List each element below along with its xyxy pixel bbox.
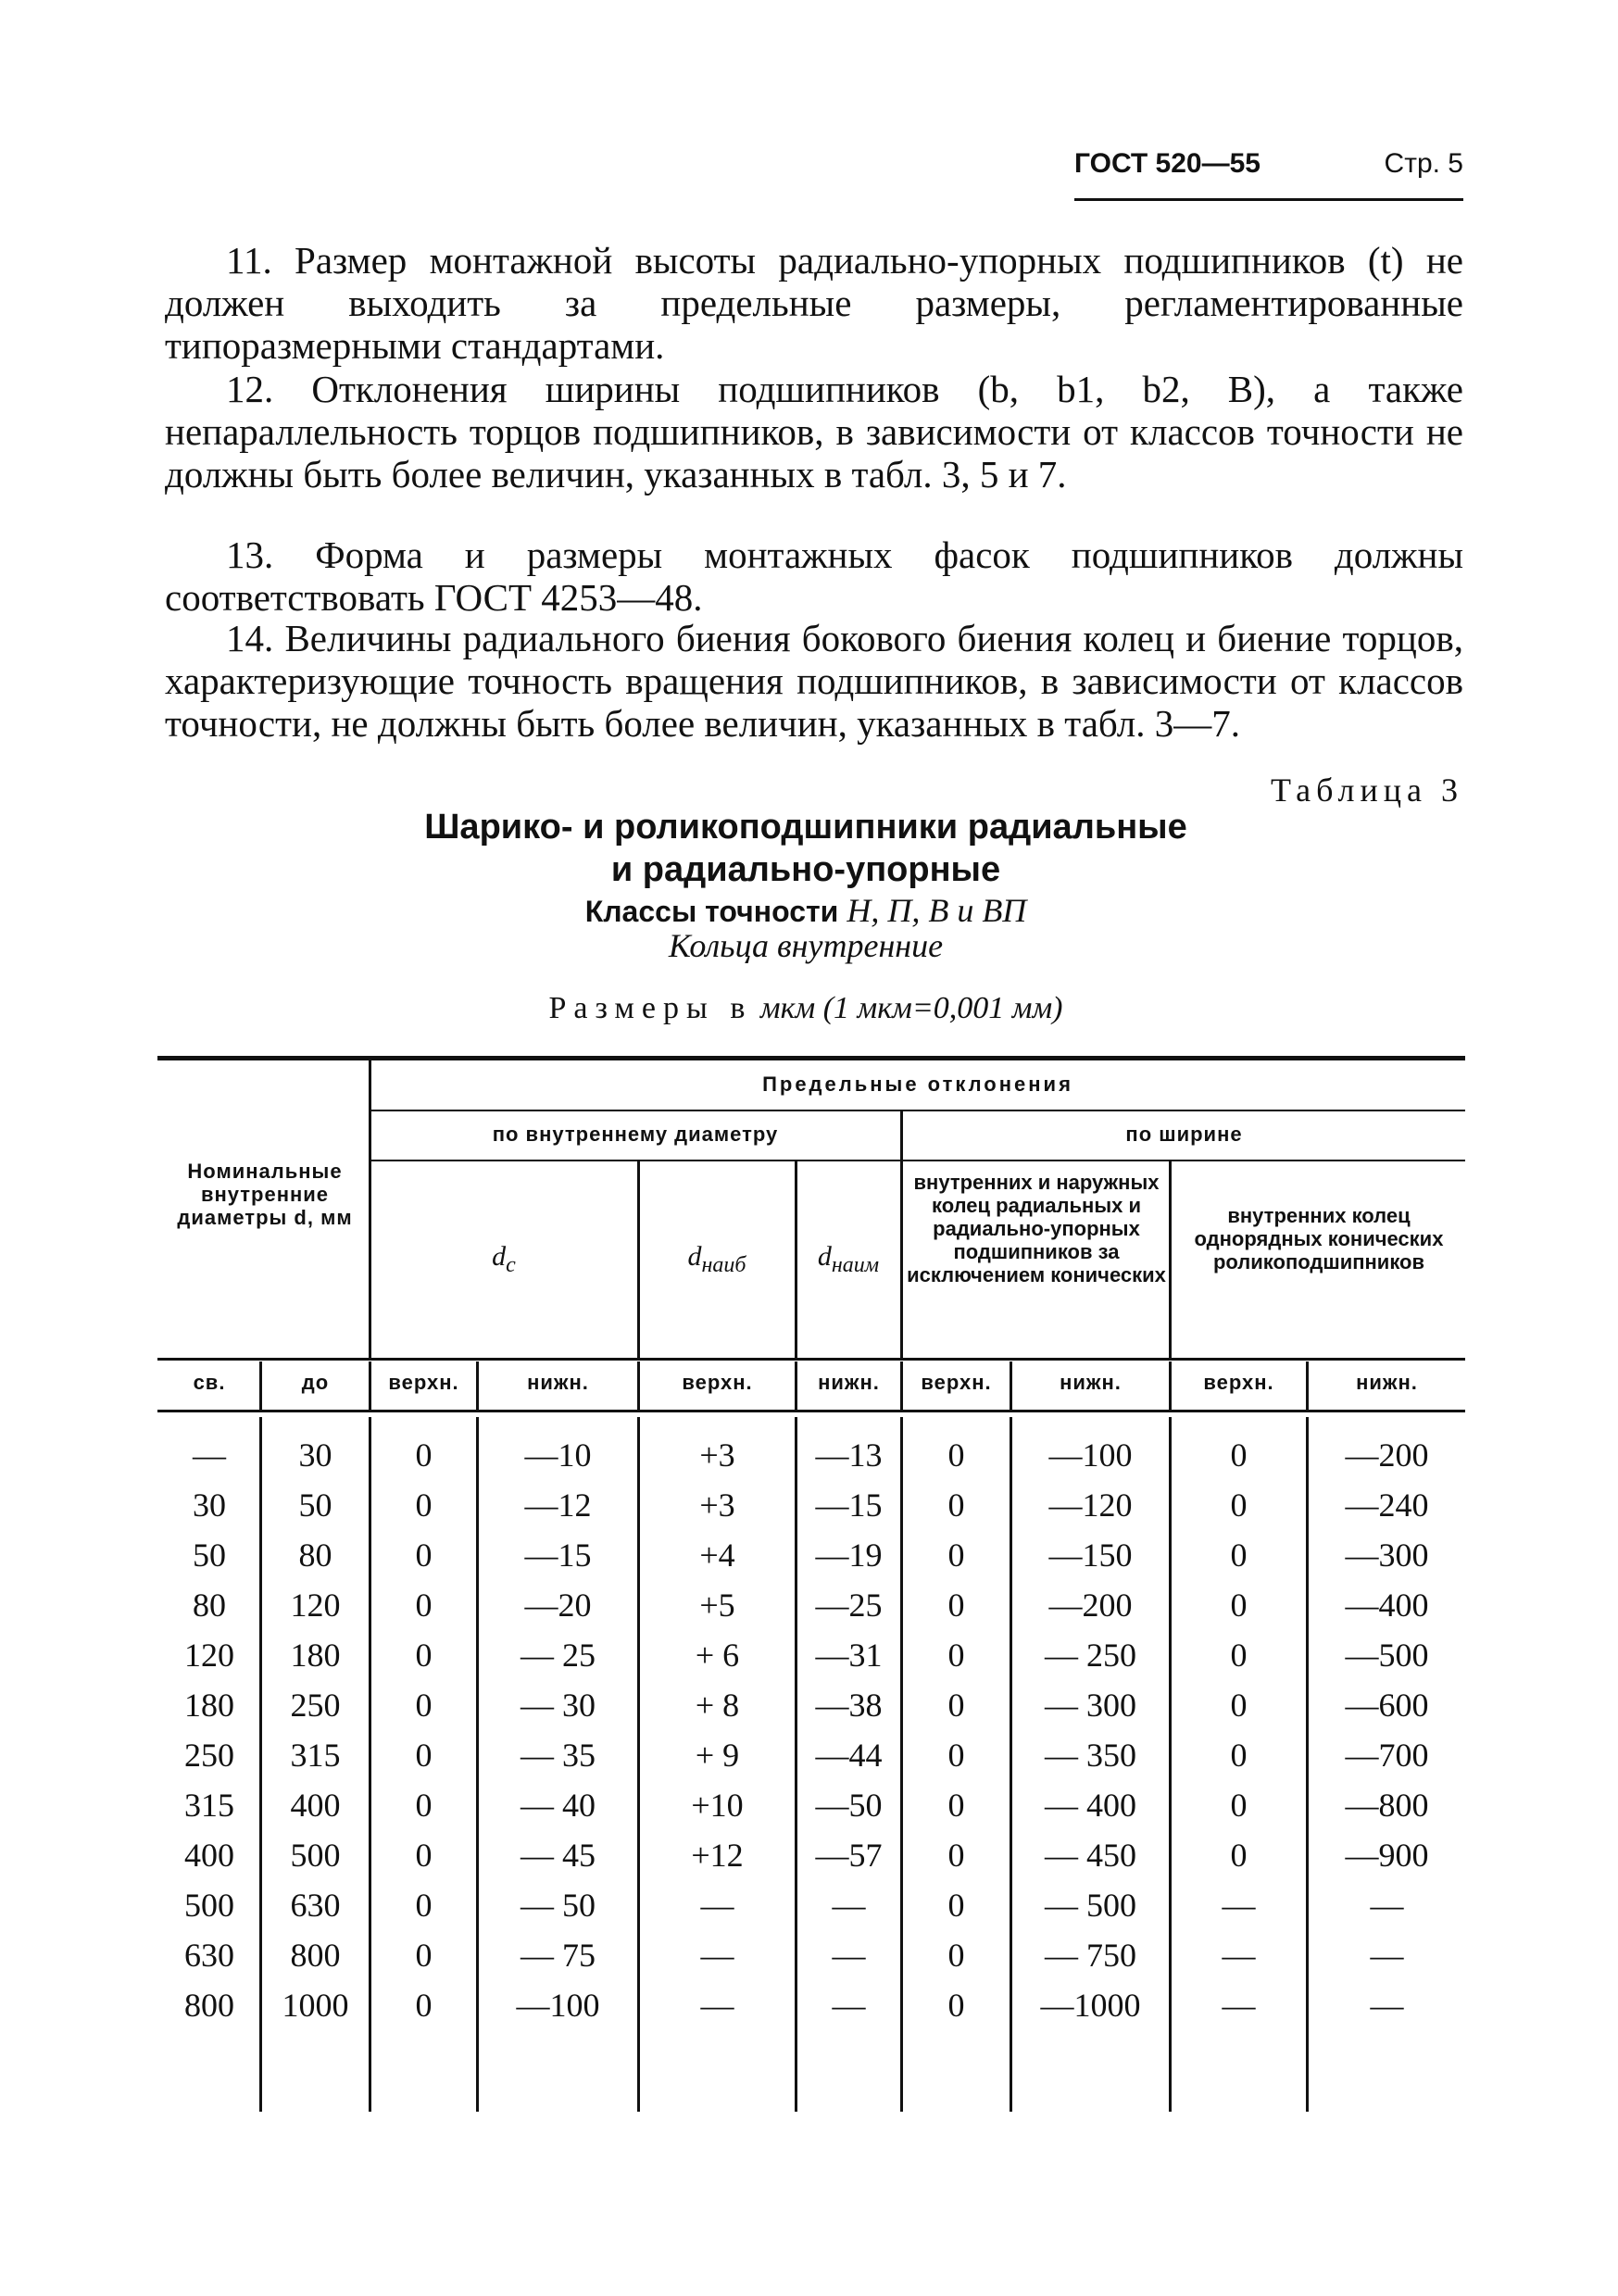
cell-conical-upper: — bbox=[1222, 1887, 1256, 1924]
cell-d-max: — bbox=[700, 1987, 734, 2024]
cell-conical-lower: —240 bbox=[1345, 1487, 1429, 1524]
cell-width-upper: 0 bbox=[947, 1787, 965, 1824]
cell-width-lower: — 250 bbox=[1045, 1637, 1136, 1674]
cell-conical-upper: — bbox=[1222, 1987, 1256, 2024]
cell-to: 500 bbox=[290, 1837, 341, 1874]
cell-width-lower: —1000 bbox=[1040, 1987, 1141, 2024]
header-nominal-diameters: Номинальные внутренние диаметры d, мм bbox=[177, 1160, 353, 1229]
table-row bbox=[0, 1934, 1618, 1976]
cell-d-min: — bbox=[832, 1937, 866, 1974]
cell-d-max: +3 bbox=[699, 1487, 735, 1524]
cell-to: 630 bbox=[290, 1887, 341, 1924]
cell-dc-upper: 0 bbox=[415, 1637, 433, 1674]
cell-over: 250 bbox=[184, 1737, 234, 1774]
cell-over: 630 bbox=[184, 1937, 234, 1974]
table-row bbox=[0, 1984, 1618, 2026]
cell-over: 30 bbox=[193, 1487, 226, 1524]
cell-d-max: +3 bbox=[699, 1437, 735, 1474]
cell-dc-upper: 0 bbox=[415, 1837, 433, 1874]
cell-d-min: — bbox=[832, 1987, 866, 2024]
cell-dc-upper: 0 bbox=[415, 1987, 433, 2024]
cell-over: 180 bbox=[184, 1687, 234, 1724]
cell-dc-upper: 0 bbox=[415, 1887, 433, 1924]
header-d-min: $d_{наим}$ bbox=[817, 1241, 880, 1277]
cell-conical-lower: —700 bbox=[1345, 1737, 1429, 1774]
cell-over: 400 bbox=[184, 1837, 234, 1874]
table-number: Таблица 3 bbox=[1271, 772, 1463, 809]
cell-conical-lower: — bbox=[1370, 1937, 1404, 1974]
paragraph-11: 11. Размер монтажной высоты радиально-упорных подшипников (t) не должен выходить за предельные размеры, регламентированные типоразмерными стандартами. bbox=[165, 239, 1463, 367]
cell-to: 50 bbox=[298, 1487, 332, 1524]
cell-conical-lower: —200 bbox=[1345, 1437, 1429, 1474]
divider bbox=[1169, 1161, 1172, 1359]
cell-width-upper: 0 bbox=[947, 1837, 965, 1874]
header-by-width: по ширине bbox=[1125, 1123, 1243, 1146]
cell-d-max: — bbox=[700, 1937, 734, 1974]
cell-dc-lower: —20 bbox=[524, 1587, 592, 1624]
cell-to: 120 bbox=[290, 1587, 341, 1624]
cell-dc-lower: —100 bbox=[516, 1987, 600, 2024]
cell-dc-upper: 0 bbox=[415, 1487, 433, 1524]
header-lower: нижн. bbox=[818, 1371, 880, 1394]
cell-width-lower: —100 bbox=[1048, 1437, 1133, 1474]
table-row bbox=[0, 1784, 1618, 1826]
units-caption bbox=[278, 991, 1334, 1026]
cell-width-upper: 0 bbox=[947, 1987, 965, 2024]
table-row bbox=[0, 1884, 1618, 1926]
rings-caption: Кольца внутренние bbox=[668, 927, 944, 964]
cell-conical-lower: —600 bbox=[1345, 1687, 1429, 1724]
cell-width-upper: 0 bbox=[947, 1887, 965, 1924]
cell-conical-upper: 0 bbox=[1230, 1537, 1248, 1574]
cell-dc-upper: 0 bbox=[415, 1537, 433, 1574]
table-row bbox=[0, 1834, 1618, 1876]
cell-conical-upper: 0 bbox=[1230, 1787, 1248, 1824]
cell-dc-lower: —15 bbox=[524, 1537, 592, 1574]
cell-d-max: + 8 bbox=[695, 1687, 740, 1724]
cell-dc-upper: 0 bbox=[415, 1737, 433, 1774]
cell-d-min: —25 bbox=[815, 1587, 883, 1624]
cell-width-upper: 0 bbox=[947, 1687, 965, 1724]
cell-dc-lower: — 45 bbox=[521, 1837, 596, 1874]
cell-width-lower: — 350 bbox=[1045, 1737, 1136, 1774]
cell-d-max: +4 bbox=[699, 1537, 735, 1574]
cell-dc-upper: 0 bbox=[415, 1437, 433, 1474]
header-dc: $d_c$ bbox=[492, 1241, 516, 1277]
header-width-radial: внутренних и наружных колец радиальных и радиально-упорных подшипников за исключением конических bbox=[907, 1171, 1166, 1286]
cell-d-max: +10 bbox=[691, 1787, 744, 1824]
cell-dc-lower: — 35 bbox=[521, 1737, 596, 1774]
cell-width-lower: — 400 bbox=[1045, 1787, 1136, 1824]
cell-conical-lower: — bbox=[1370, 1987, 1404, 2024]
cell-width-lower: — 450 bbox=[1045, 1837, 1136, 1874]
table-top-rule bbox=[157, 1056, 1465, 1060]
header-upper: верхн. bbox=[682, 1371, 753, 1394]
precision-classes-label: Классы точности bbox=[584, 895, 839, 928]
cell-width-lower: —150 bbox=[1048, 1537, 1133, 1574]
header-to: до bbox=[301, 1371, 330, 1394]
cell-width-upper: 0 bbox=[947, 1937, 965, 1974]
header-limit-deviations: Предельные отклонения bbox=[762, 1073, 1073, 1096]
cell-conical-lower: —300 bbox=[1345, 1537, 1429, 1574]
page-number: Стр. 5 bbox=[1384, 148, 1463, 179]
cell-d-max: +12 bbox=[691, 1837, 744, 1874]
units-value: мкм (1 мкм=0,001 мм) bbox=[759, 991, 1063, 1025]
rule-under-subheader bbox=[157, 1410, 1465, 1412]
cell-width-upper: 0 bbox=[947, 1587, 965, 1624]
cell-over: 50 bbox=[193, 1537, 226, 1574]
header-lower: нижн. bbox=[1060, 1371, 1122, 1394]
table-title-line1: Шарико- и роликоподшипники радиальные bbox=[424, 808, 1187, 847]
cell-dc-lower: —12 bbox=[524, 1487, 592, 1524]
cell-dc-upper: 0 bbox=[415, 1937, 433, 1974]
cell-d-max: — bbox=[700, 1887, 734, 1924]
cell-width-upper: 0 bbox=[947, 1537, 965, 1574]
cell-d-min: — bbox=[832, 1887, 866, 1924]
header-lower: нижн. bbox=[1356, 1371, 1418, 1394]
table-row bbox=[0, 1734, 1618, 1776]
cell-dc-lower: —10 bbox=[524, 1437, 592, 1474]
divider bbox=[369, 1060, 371, 1359]
cell-dc-lower: — 30 bbox=[521, 1687, 596, 1724]
table-row bbox=[0, 1434, 1618, 1476]
cell-dc-lower: — 40 bbox=[521, 1787, 596, 1824]
standard-number: ГОСТ 520—55 bbox=[1074, 148, 1261, 179]
cell-to: 400 bbox=[290, 1787, 341, 1824]
cell-conical-upper: — bbox=[1222, 1937, 1256, 1974]
cell-to: 315 bbox=[290, 1737, 341, 1774]
table-row bbox=[0, 1684, 1618, 1726]
cell-dc-lower: — 50 bbox=[521, 1887, 596, 1924]
running-header bbox=[1074, 148, 1463, 194]
cell-conical-upper: 0 bbox=[1230, 1837, 1248, 1874]
cell-to: 30 bbox=[298, 1437, 332, 1474]
cell-d-min: —19 bbox=[815, 1537, 883, 1574]
cell-to: 250 bbox=[290, 1687, 341, 1724]
rule-under-header bbox=[157, 1358, 1465, 1361]
table-row bbox=[0, 1584, 1618, 1626]
cell-width-upper: 0 bbox=[947, 1437, 965, 1474]
header-by-inner-diameter: по внутреннему диаметру bbox=[492, 1123, 779, 1146]
cell-d-min: —50 bbox=[815, 1787, 883, 1824]
paragraph-14: 14. Величины радиального биения бокового биения колец и биение торцов, характеризующие точность вращения подшипников, в зависимости от классов точности, не должны быть более величин, указанных в табл. 3—7. bbox=[165, 617, 1463, 745]
header-width-conical: внутренних колец однорядных конических роликоподшипников bbox=[1194, 1204, 1444, 1273]
cell-conical-upper: 0 bbox=[1230, 1437, 1248, 1474]
header-d-max: $d_{наиб}$ bbox=[687, 1241, 746, 1277]
cell-width-lower: —200 bbox=[1048, 1587, 1133, 1624]
cell-to: 180 bbox=[290, 1637, 341, 1674]
paragraph-12: 12. Отклонения ширины подшипников (b, b1, b2, B), а также непараллельность торцов подшипников, в зависимости от классов точности не должны быть более величин, указанных в табл. 3, 5 и 7. bbox=[165, 368, 1463, 496]
cell-d-min: —44 bbox=[815, 1737, 883, 1774]
cell-over: 500 bbox=[184, 1887, 234, 1924]
cell-conical-lower: —800 bbox=[1345, 1787, 1429, 1824]
cell-width-upper: 0 bbox=[947, 1637, 965, 1674]
paragraph-13: 13. Форма и размеры монтажных фасок подшипников должны соответствовать ГОСТ 4253—48. bbox=[165, 533, 1463, 619]
cell-over: 315 bbox=[184, 1787, 234, 1824]
cell-dc-lower: — 25 bbox=[521, 1637, 596, 1674]
header-upper: верхн. bbox=[1203, 1371, 1274, 1394]
cell-width-lower: —120 bbox=[1048, 1487, 1133, 1524]
cell-d-max: + 9 bbox=[695, 1737, 740, 1774]
cell-d-min: —57 bbox=[815, 1837, 883, 1874]
header-upper: верхн. bbox=[921, 1371, 992, 1394]
cell-conical-lower: —900 bbox=[1345, 1837, 1429, 1874]
cell-width-lower: — 300 bbox=[1045, 1687, 1136, 1724]
cell-over: 80 bbox=[193, 1587, 226, 1624]
cell-conical-upper: 0 bbox=[1230, 1637, 1248, 1674]
cell-dc-upper: 0 bbox=[415, 1787, 433, 1824]
cell-width-lower: — 500 bbox=[1045, 1887, 1136, 1924]
cell-over: 800 bbox=[184, 1987, 234, 2024]
cell-to: 80 bbox=[298, 1537, 332, 1574]
header-over: св. bbox=[193, 1371, 226, 1394]
cell-over: 120 bbox=[184, 1637, 234, 1674]
table-row bbox=[0, 1484, 1618, 1526]
cell-over: — bbox=[193, 1437, 226, 1474]
cell-dc-upper: 0 bbox=[415, 1687, 433, 1724]
cell-d-min: —15 bbox=[815, 1487, 883, 1524]
table-row bbox=[0, 1634, 1618, 1676]
cell-width-lower: — 750 bbox=[1045, 1937, 1136, 1974]
precision-classes bbox=[278, 891, 1334, 930]
cell-conical-lower: — bbox=[1370, 1887, 1404, 1924]
cell-d-max: + 6 bbox=[695, 1637, 740, 1674]
cell-width-upper: 0 bbox=[947, 1487, 965, 1524]
cell-dc-upper: 0 bbox=[415, 1587, 433, 1624]
table-row bbox=[0, 1534, 1618, 1576]
precision-classes-value: Н, П, В и ВП bbox=[847, 892, 1027, 929]
table-title-line2: и радиально-упорные bbox=[610, 850, 1001, 889]
units-label: Размеры в bbox=[548, 991, 753, 1025]
header-upper: верхн. bbox=[388, 1371, 459, 1394]
cell-d-min: —38 bbox=[815, 1687, 883, 1724]
header-lower: нижн. bbox=[527, 1371, 589, 1394]
cell-d-min: —13 bbox=[815, 1437, 883, 1474]
header-rule bbox=[1074, 198, 1463, 201]
cell-d-min: —31 bbox=[815, 1637, 883, 1674]
cell-conical-upper: 0 bbox=[1230, 1487, 1248, 1524]
cell-to: 800 bbox=[290, 1937, 341, 1974]
divider bbox=[900, 1110, 903, 1360]
cell-conical-lower: —400 bbox=[1345, 1587, 1429, 1624]
rule-under-limits bbox=[370, 1110, 1465, 1111]
cell-d-max: +5 bbox=[699, 1587, 735, 1624]
cell-conical-upper: 0 bbox=[1230, 1687, 1248, 1724]
rule-under-groups bbox=[370, 1160, 1465, 1161]
cell-conical-upper: 0 bbox=[1230, 1737, 1248, 1774]
cell-to: 1000 bbox=[282, 1987, 349, 2024]
cell-width-upper: 0 bbox=[947, 1737, 965, 1774]
cell-conical-upper: 0 bbox=[1230, 1587, 1248, 1624]
cell-conical-lower: —500 bbox=[1345, 1637, 1429, 1674]
cell-dc-lower: — 75 bbox=[521, 1937, 596, 1974]
